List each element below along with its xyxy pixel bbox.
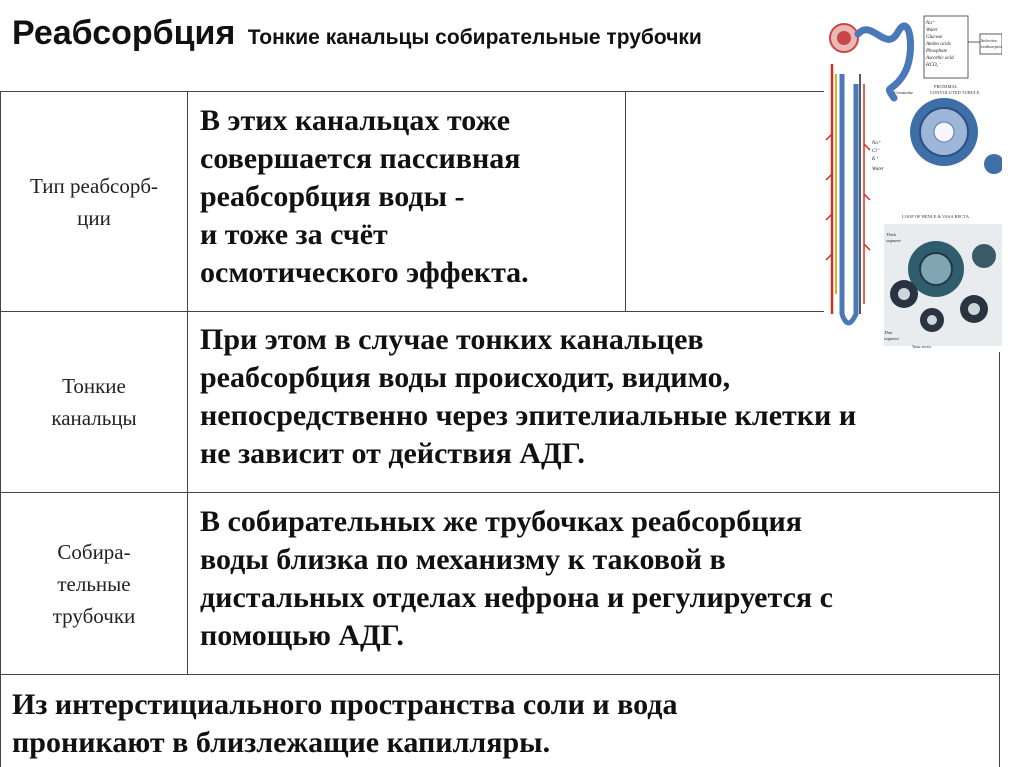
row-label-collecting-ducts: Собира- тельные трубочки <box>52 539 136 628</box>
proximal-tubule <box>858 26 914 98</box>
nephron-diagram <box>824 14 1002 352</box>
thick-segment-inner <box>920 253 952 285</box>
na-label: Na⁺ <box>872 141 881 146</box>
small-tubule-section <box>984 154 1002 174</box>
vasa-label: Vasa recta <box>912 344 931 349</box>
dark-tubule-4 <box>972 244 996 268</box>
row-label-thin-tubules: Тонкие канальцы <box>51 374 137 430</box>
ions-label: Na⁺ Water Glucose Amino acids Phosphate Ascorbic acid HCO₃⁻ <box>926 21 954 68</box>
selective-label: Selective reabsorption <box>981 38 1002 49</box>
row-text-collecting-ducts: В собирательных же трубочках реабсорбция воды близка по механизму к таковой в дистальных отделах нефрона и регулируется с помощью АДГ. <box>200 505 833 652</box>
nephron-illustration <box>824 14 1002 352</box>
creatinine-label: Creatinine <box>894 90 914 95</box>
title-main: Реабсорбция <box>12 14 236 52</box>
proximal-label: PROXIMAL CONVOLUTED TUBULE <box>930 84 980 95</box>
loop-label: LOOP OF HENLE & VASA RECTA <box>902 214 969 219</box>
cl-label: Cl⁻ <box>872 149 880 154</box>
row-text-type: В этих канальцах тоже совершается пассивная реабсорбция воды - и тоже за счёт осмотического эффекта. <box>200 104 529 289</box>
k-label: K⁺ <box>872 157 878 162</box>
table-row-divider-3 <box>0 674 1000 675</box>
cross-section-lumen <box>934 122 954 142</box>
water-label: Water <box>872 167 884 172</box>
dark-tubule-1-lumen <box>898 288 910 300</box>
slide-title <box>12 14 702 53</box>
row-label-type: Тип реабсорб- ции <box>29 173 159 230</box>
loop-of-henle <box>842 74 856 323</box>
row-text-thin-tubules: При этом в случае тонких канальцев реабсорбция воды происходит, видимо, непосредственно через эпителиальные клетки и не зависит от действия АДГ. <box>200 323 857 470</box>
table-right-border <box>999 311 1000 767</box>
glomerulus-core <box>837 31 851 45</box>
dark-tubule-2-lumen <box>927 315 937 325</box>
footer-text: Из интерстициального пространства соли и вода проникают в близлежащие капилляры. <box>12 688 678 759</box>
row1-right-divider <box>625 91 626 311</box>
thick-label: Thick segment <box>886 232 901 243</box>
title-subtitle: Тонкие канальцы собирательные трубочки <box>247 26 702 49</box>
thin-label: Thin segment <box>884 330 899 341</box>
dark-tubule-3-lumen <box>968 303 980 315</box>
